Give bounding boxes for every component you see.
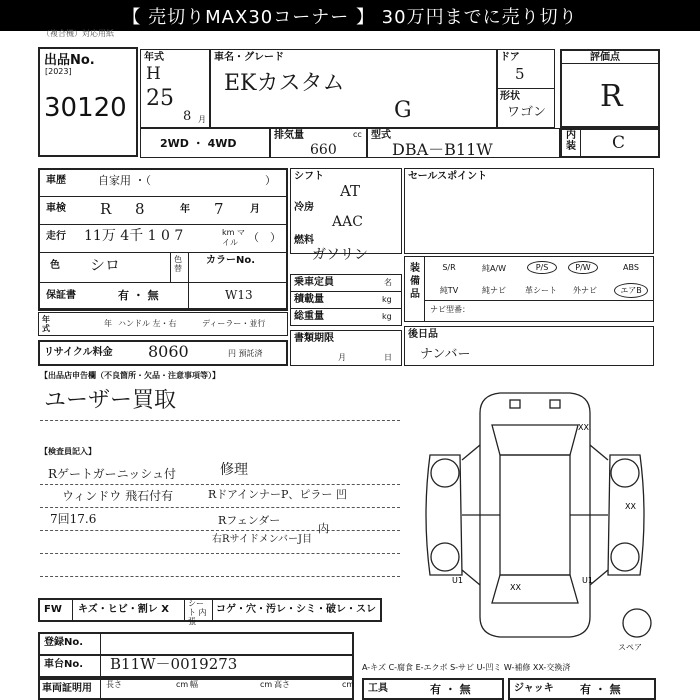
option-abs: ABS — [623, 263, 639, 272]
month-value: 8 — [183, 109, 192, 124]
width-label: 幅 — [190, 680, 198, 689]
equipment-label-divider — [424, 256, 425, 322]
riders-unit: 名 — [384, 278, 392, 287]
cert-label: 車両証明用 — [42, 683, 92, 694]
score-value: R — [600, 79, 623, 114]
interior-label: 内装 — [566, 130, 576, 152]
capacity-line-2 — [290, 308, 402, 309]
windshield — [492, 425, 578, 455]
ac-value: AAC — [332, 214, 363, 230]
year-type-unit: 年 — [104, 319, 112, 328]
doors-label: ドア — [500, 52, 520, 63]
color-swap-label: 色替 — [174, 255, 182, 273]
weight-unit: kg — [382, 312, 392, 321]
option-navi: 純ナビ — [482, 286, 506, 295]
year-era: H — [146, 64, 161, 84]
model-label: 型式 — [371, 130, 391, 141]
interior-value: C — [612, 133, 626, 153]
length-unit: cm — [176, 680, 189, 689]
navi-model-label: ナビ型番： — [430, 305, 470, 314]
handle-value: ハンドル 左・右 — [118, 319, 177, 328]
inspection-label: 車検 — [46, 203, 66, 214]
rear-left-wheel — [431, 543, 459, 571]
spare-tire — [623, 609, 651, 637]
car-name-label: 車名・グレード — [214, 52, 284, 63]
details-line-1 — [38, 196, 288, 197]
equipment-label: 装備品 — [410, 263, 420, 300]
doors-value: 5 — [515, 65, 525, 83]
mileage-unit: km マイル — [222, 228, 245, 247]
jack-label: ジャッキ — [514, 683, 554, 694]
mileage-paren: （ ） — [248, 231, 281, 244]
color-label: 色 — [50, 260, 60, 271]
fuel-label: 燃料 — [294, 235, 314, 246]
inspector-note-5: RドアインナーP、ピラー 凹 — [208, 488, 347, 501]
car-name: EKカスタム — [224, 71, 345, 96]
inspector-label: 【検査員記入】 — [40, 447, 96, 456]
inspector-note-8: 内 — [318, 522, 329, 535]
length-label: 長さ — [106, 680, 122, 689]
inspector-line-3 — [40, 530, 400, 531]
recycle-label: リサイクル料金 — [44, 347, 113, 358]
lot-year: [2023] — [45, 67, 72, 76]
shape-value: ワゴン — [507, 105, 547, 120]
inspector-note-7: 右RサイドメンバーJ目 — [212, 534, 313, 545]
inspector-note-2: ウィンドウ 飛石付有 — [62, 489, 174, 503]
warranty-label: 保証書 — [46, 290, 76, 301]
riders-label: 乗車定員 — [294, 277, 334, 288]
seat-items: コゲ・穴・汚レ・シミ・破レ・スレ — [216, 604, 376, 615]
inspection-era: R — [100, 200, 112, 218]
width-unit: cm — [260, 680, 273, 689]
registration-divider — [100, 632, 101, 656]
year-value: 25 — [146, 86, 174, 111]
registration-box — [38, 632, 354, 656]
height-unit: cm — [342, 680, 355, 689]
recycle-value: 8060 — [148, 342, 189, 361]
history-close: ） — [265, 174, 276, 187]
postfix-label: 後日品 — [408, 329, 438, 340]
details-line-2 — [38, 224, 288, 225]
spare-label: スペア — [618, 643, 642, 652]
fw-label: FW — [44, 604, 62, 615]
year-label: 年式 — [144, 52, 164, 63]
load-unit: kg — [382, 295, 392, 304]
inspector-note-6: Rフェンダー — [218, 514, 281, 527]
postfix-value: ナンバー — [420, 347, 471, 362]
sheet-overlay-text: （複合機）対応用紙 — [42, 29, 114, 38]
month-unit: 月 — [198, 115, 206, 124]
jack-value: 有 ・ 無 — [580, 683, 621, 696]
recycle-unit: 円 預託済 — [228, 349, 263, 358]
history-value: 自家用 ・（ — [98, 174, 151, 187]
mileage-value: 11万 4千 1 0 7 — [84, 228, 184, 244]
damage-mark-3: U1 — [452, 576, 463, 585]
inspector-note-1: Rゲートガーニッシュ付 — [48, 467, 176, 481]
option-ext-navi: 外ナビ — [573, 286, 597, 295]
fw-divider — [72, 598, 73, 622]
year-type-label: 年式 — [42, 315, 50, 333]
dealer-value: ディーラー・並行 — [202, 319, 266, 328]
option-power-windows: P/W — [568, 261, 598, 274]
doc-deadline-day: 日 — [384, 353, 392, 362]
damage-mark-2: XX — [510, 583, 521, 592]
inspection-year: 8 — [135, 200, 145, 218]
front-marker-left — [510, 400, 520, 408]
doc-deadline-month: 月 — [338, 353, 346, 362]
weight-label: 総重量 — [294, 311, 324, 322]
details-line-3 — [38, 252, 288, 253]
inspector-note-3: 7回17.6 — [50, 512, 97, 526]
inspector-line-4 — [40, 553, 400, 554]
damage-mark-5: XX — [625, 502, 636, 511]
height-label: 高さ — [274, 680, 290, 689]
warranty-value: 有 ・ 無 — [118, 289, 159, 302]
option-power-steering: P/S — [527, 261, 557, 274]
capacity-line-1 — [290, 291, 402, 292]
colorno-label: カラーNo. — [206, 255, 256, 266]
lot-label: 出品No. — [44, 53, 95, 68]
equipment-navi-line — [424, 300, 654, 301]
inspector-line-1 — [40, 484, 400, 485]
fw-items: キズ・ヒビ・割レ X — [78, 604, 169, 615]
top-banner — [0, 0, 700, 31]
interior-divider — [580, 128, 581, 158]
roof — [500, 455, 570, 575]
inspection-month: 7 — [214, 200, 224, 218]
seat-label: シート 内張 — [188, 599, 207, 626]
color-divider — [170, 252, 171, 282]
damage-mark-1: XX — [578, 423, 589, 432]
chassis-label: 車台No. — [44, 659, 84, 670]
color-value: シロ — [90, 256, 121, 274]
shift-label: シフト — [294, 171, 324, 182]
grade: G — [394, 98, 412, 123]
option-alloy-wheels: 純A/W — [481, 264, 507, 273]
chassis-value: B11W－0019273 — [110, 655, 238, 673]
banner-text: 【 売切りMAX30コーナー 】 30万円までに売り切り — [122, 6, 578, 28]
tools-value: 有 ・ 無 — [430, 683, 471, 696]
colorno-divider — [188, 252, 189, 310]
displacement-unit: cc — [353, 130, 362, 139]
option-tv: 純TV — [439, 286, 459, 295]
damage-legend: A-キズ C-腐食 E-エクボ S-サビ U-凹ミ W-補修 XX-交換済 — [362, 663, 571, 672]
score-label: 評価点 — [590, 52, 620, 63]
details-line-5 — [38, 310, 288, 311]
doc-deadline-label: 書類期限 — [294, 333, 334, 344]
inspection-year-unit: 年 — [180, 204, 190, 215]
inspector-note-4: 修理 — [220, 462, 248, 478]
fw-divider-3 — [212, 598, 213, 622]
report-line — [40, 420, 400, 421]
score-divider — [560, 63, 660, 64]
displacement-label: 排気量 — [274, 130, 304, 141]
sales-point-label: セールスポイント — [408, 171, 488, 182]
drive-value: 2WD ・ 4WD — [160, 137, 237, 150]
option-airbag: エアB — [614, 283, 648, 298]
shift-value: AT — [340, 182, 361, 200]
fuel-value: ガソリン — [312, 247, 368, 263]
doors-divider — [497, 88, 555, 89]
model-value: DBA－B11W — [392, 140, 493, 159]
rear-right-wheel — [611, 543, 639, 571]
mileage-label: 走行 — [46, 231, 66, 242]
rear-window — [492, 575, 578, 603]
option-sunroof: S/R — [442, 263, 456, 272]
chassis-divider — [100, 654, 101, 678]
fw-divider-2 — [184, 598, 185, 622]
load-label: 積載量 — [294, 294, 324, 305]
inspector-line-2 — [40, 507, 400, 508]
ac-label: 冷房 — [294, 202, 314, 213]
lot-number: 30120 — [44, 93, 127, 123]
option-leather: 革シート — [525, 286, 557, 295]
front-right-wheel — [611, 459, 639, 487]
inspector-line-5 — [40, 576, 400, 577]
report-value: ユーザー買取 — [44, 388, 177, 413]
car-damage-diagram — [410, 385, 660, 645]
inspection-month-unit: 月 — [250, 204, 260, 215]
colorno-value: W13 — [225, 288, 253, 302]
details-line-4 — [38, 282, 288, 283]
registration-label: 登録No. — [44, 637, 84, 648]
front-marker-right — [550, 400, 560, 408]
tools-label: 工具 — [368, 683, 388, 694]
front-left-wheel — [431, 459, 459, 487]
history-label: 車歴 — [46, 175, 66, 186]
report-label: 【出品店申告欄（不良箇所・欠品・注意事項等）】 — [40, 371, 220, 380]
cert-divider — [100, 678, 101, 700]
displacement-value: 660 — [310, 142, 337, 158]
damage-mark-4: U1 — [582, 576, 593, 585]
shape-label: 形状 — [500, 91, 520, 102]
